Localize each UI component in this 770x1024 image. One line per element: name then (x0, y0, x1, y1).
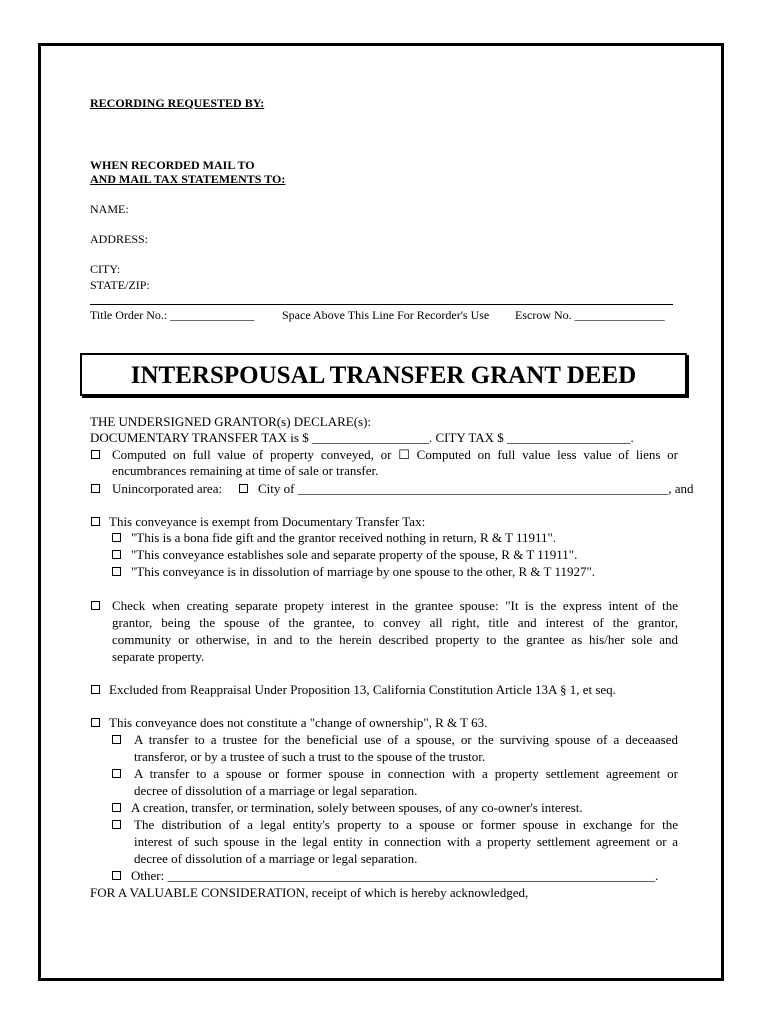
checkbox-unincorporated[interactable] (91, 484, 100, 493)
exempt-item (112, 564, 595, 580)
checkbox-co-owner[interactable] (112, 803, 121, 812)
name-label: NAME: (90, 202, 129, 216)
checkbox-trustee[interactable] (112, 735, 121, 744)
exempt-item (112, 530, 556, 546)
escrow-no: Escrow No. _______________ (515, 308, 665, 322)
exempt-item (112, 547, 577, 563)
no-change-row (90, 715, 487, 731)
mail-to-line2: AND MAIL TAX STATEMENTS TO: (90, 172, 286, 186)
excluded-row (90, 682, 616, 698)
checkbox-exempt-separate[interactable] (112, 550, 121, 559)
declare-line1: THE UNDERSIGNED GRANTOR(s) DECLARE(s): (90, 414, 372, 429)
excluded-text: Excluded from Reappraisal Under Proposition 13, California Constitution Article 13A § 1, et seq. (109, 682, 616, 697)
other-text: Other: ___________________________________________________________________________. (131, 868, 659, 883)
settlement-line1: A transfer to a spouse or former spouse in connection with a property settlement agreement or (134, 766, 678, 781)
checkbox-city[interactable] (239, 484, 248, 493)
legal-entity-line2: interest of such spouse in the legal entity in connection with a property settlement agreement or a (134, 834, 678, 849)
checkbox-exempt-dissolution[interactable] (112, 567, 121, 576)
legal-entity-line1: The distribution of a legal entity's property to a spouse or former spouse in exchange for the (134, 817, 678, 832)
checkbox-exempt[interactable] (91, 517, 100, 526)
separate-line1: Check when creating separate propety interest in the grantee spouse: "It is the express intent of the (112, 598, 678, 613)
city-of-line: City of _________________________________________________________, and (258, 481, 694, 496)
legal-entity-line3: decree of dissolution of a marriage or legal separation. (134, 851, 418, 866)
unincorporated-label: Unincorporated area: (112, 481, 223, 496)
city-label: CITY: (90, 262, 121, 276)
settlement-line2: decree of dissolution of a marriage or legal separation. (134, 783, 418, 798)
consideration-text: FOR A VALUABLE CONSIDERATION, receipt of which is hereby acknowledged, (90, 885, 529, 900)
checkbox-separate-property[interactable] (91, 601, 100, 610)
checkbox-settlement[interactable] (112, 769, 121, 778)
exempt-item-gift: "This is a bona fide gift and the grantor received nothing in return, R & T 11911". (131, 530, 557, 545)
title-box (80, 353, 687, 396)
statezip-label: STATE/ZIP: (90, 278, 150, 292)
address-label: ADDRESS: (90, 232, 149, 246)
title-order-no: Title Order No.: ______________ (90, 308, 255, 322)
recording-requested-by: RECORDING REQUESTED BY: (90, 96, 265, 110)
recorder-space-rule (90, 304, 673, 305)
checkbox-legal-entity[interactable] (112, 820, 121, 829)
trustee-line1: A transfer to a trustee for the beneficial use of a spouse, or the surviving spouse of a deceaased (134, 732, 678, 747)
checkbox-other[interactable] (112, 871, 121, 880)
no-change-heading: This conveyance does not constitute a "change of ownership", R & T 63. (109, 715, 488, 730)
space-above-label: Space Above This Line For Recorder's Use (282, 308, 490, 322)
trustee-line2: transferor, or by a trustee of such a trust to the spouse of the trustor. (134, 749, 486, 764)
checkbox-excluded[interactable] (91, 685, 100, 694)
separate-line3: community or otherwise, in and to the herein described property to the grantee as his/her sole and (112, 632, 678, 647)
co-owner-text: A creation, transfer, or termination, solely between spouses, of any co-owner's interest. (131, 800, 583, 815)
no-change-other (112, 868, 658, 884)
separate-line4: separate property. (112, 649, 205, 664)
exempt-row (90, 514, 425, 530)
exempt-item-dissolution: "This conveyance is in dissolution of marriage by one spouse to the other, R & T 11927". (131, 564, 596, 579)
exempt-item-separate: "This conveyance establishes sole and separate property of the spouse, R & T 11911". (131, 547, 578, 562)
checkbox-computed-full[interactable] (91, 450, 100, 459)
mail-to-line1: WHEN RECORDED MAIL TO (90, 158, 255, 172)
declare-line2: DOCUMENTARY TRANSFER TAX is $ __________________. CITY TAX $ ___________________. (90, 430, 634, 445)
computed-line2: encumbrances remaining at time of sale or transfer. (112, 463, 379, 478)
computed-line1: Computed on full value of property conveyed, or ☐ Computed on full value less value of liens or (112, 447, 678, 462)
separate-line2: grantor, being the spouse of the grantee, to convey all right, title and interest of the grantor, (112, 615, 678, 630)
no-change-item3 (112, 800, 583, 816)
exempt-heading: This conveyance is exempt from Documentary Transfer Tax: (109, 514, 426, 529)
page-title: INTERSPOUSAL TRANSFER GRANT DEED (130, 362, 637, 389)
checkbox-exempt-gift[interactable] (112, 533, 121, 542)
checkbox-no-change[interactable] (91, 718, 100, 727)
